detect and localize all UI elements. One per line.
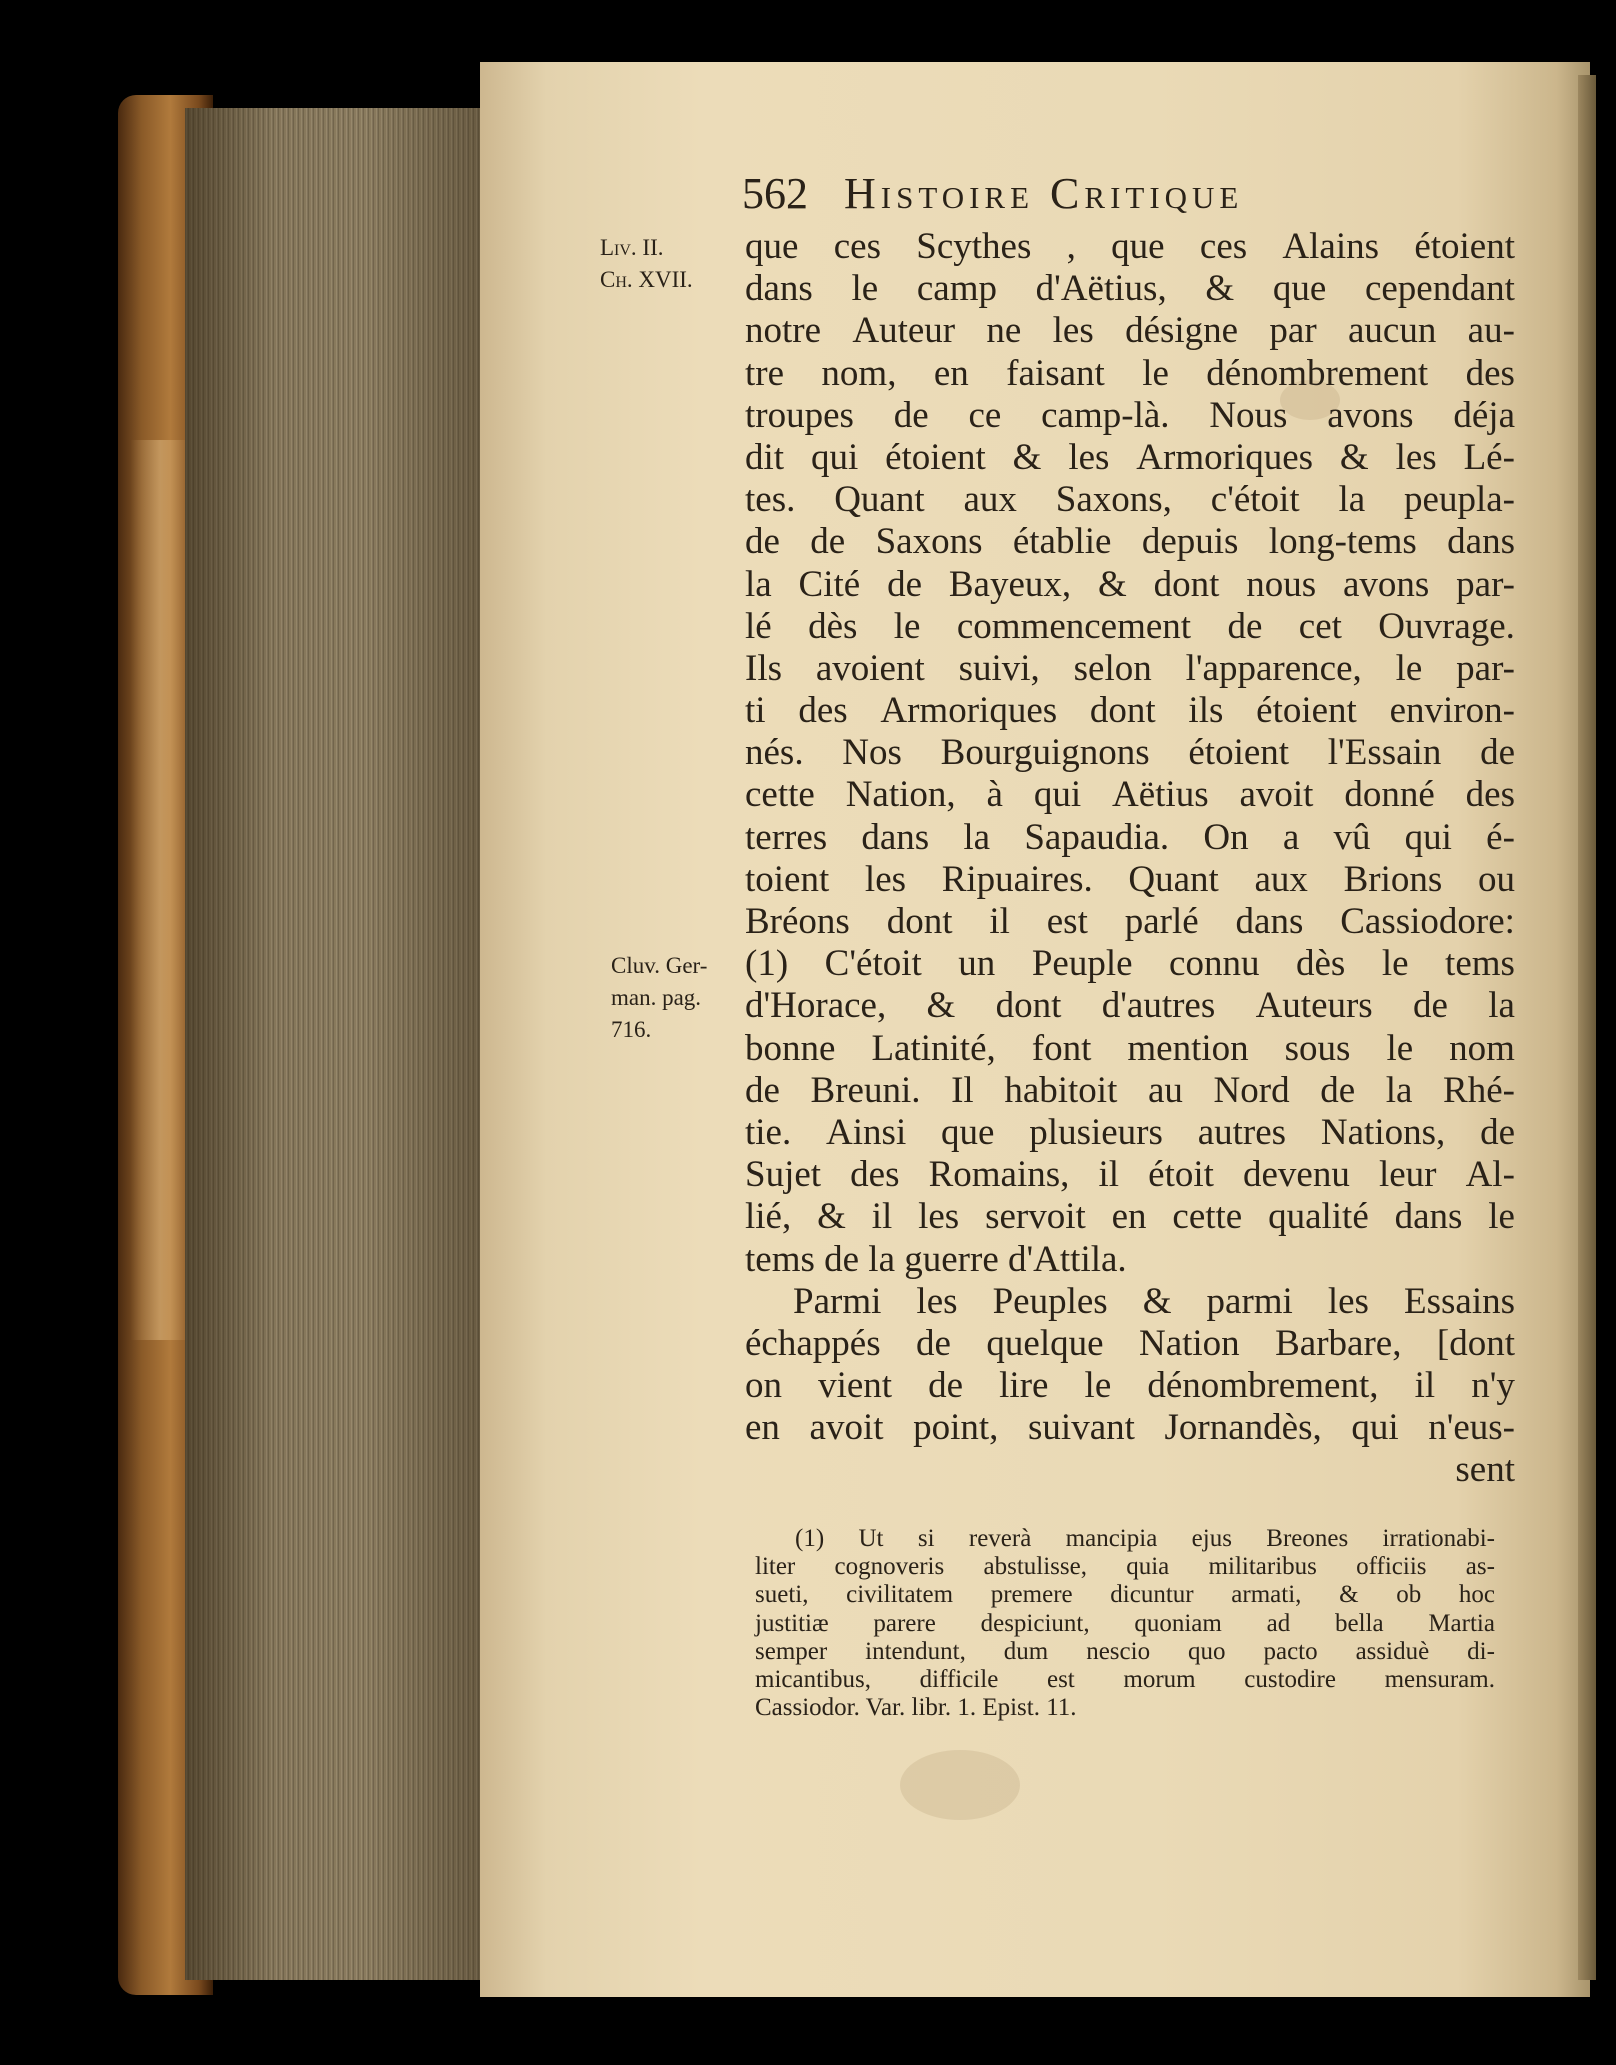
- margin-note-citation: [611, 950, 707, 1046]
- text-line: tems de la guerre d'Attila.: [745, 1238, 1127, 1280]
- text-line: bonne Latinité, font mention sous le nom: [745, 1027, 1515, 1069]
- paper-stain: [900, 1750, 1020, 1820]
- margin-note-line: 716.: [611, 1017, 652, 1042]
- footnote-line: Cassiodor. Var. libr. 1. Epist. 11.: [755, 1694, 1077, 1722]
- text-line: dit qui étoient & les Armoriques & les Lé-: [745, 436, 1515, 478]
- margin-note-line: Liv. II.: [600, 235, 664, 260]
- text-line: lé dès le commencement de cet Ouvrage.: [745, 605, 1515, 647]
- text-line: que ces Scythes , que ces Alains étoient: [745, 226, 1515, 267]
- text-line: dans le camp d'Aëtius, & que cependant: [745, 268, 1515, 310]
- text-line: en avoit point, suivant Jornandès, qui n'eus-: [745, 1407, 1515, 1449]
- margin-note-line: Cluv. Ger-: [611, 953, 708, 978]
- margin-note-line: man. pag.: [611, 985, 702, 1010]
- running-title: Histoire Critique: [844, 169, 1244, 218]
- text-line: échappés de quelque Nation Barbare, [dont: [745, 1322, 1515, 1364]
- text-line: Ils avoient suivi, selon l'apparence, le par-: [745, 647, 1515, 689]
- footnote-line: sueti, civilitatem premere dicuntur armati, & ob hoc: [755, 1581, 1495, 1609]
- footnote-line: (1) Ut si reverà mancipia ejus Breones irrationabi-: [795, 1525, 1495, 1552]
- margin-note-chapter: [600, 232, 693, 296]
- text-line: tes. Quant aux Saxons, c'étoit la peupla-: [745, 479, 1515, 521]
- text-line: terres dans la Sapaudia. On a vû qui é-: [745, 816, 1515, 858]
- text-line: cette Nation, à qui Aëtius avoit donné des: [745, 774, 1515, 816]
- page-number: 562: [742, 169, 808, 218]
- footnote-line: justitiæ parere despiciunt, quoniam ad bella Martia: [755, 1609, 1495, 1637]
- text-line: Sujet des Romains, il étoit devenu leur Al-: [745, 1154, 1515, 1196]
- text-line: de Breuni. Il habitoit au Nord de la Rhé-: [745, 1069, 1515, 1111]
- footnote-line: liter cognoveris abstulisse, quia militaribus officiis as-: [755, 1553, 1495, 1581]
- footnote: [755, 1525, 1495, 1722]
- text-line: d'Horace, & dont d'autres Auteurs de la: [745, 985, 1515, 1027]
- text-line: lié, & il les servoit en cette qualité dans le: [745, 1196, 1515, 1238]
- text-line: tre nom, en faisant le dénombrement des: [745, 352, 1515, 394]
- text-line: ti des Armoriques dont ils étoient environ-: [745, 690, 1515, 732]
- page-header: [742, 168, 1402, 224]
- text-line: Bréons dont il est parlé dans Cassiodore:: [745, 901, 1515, 942]
- footnote-line: micantibus, difficile est morum custodire mensuram.: [755, 1665, 1495, 1693]
- text-line: sent: [1455, 1449, 1515, 1491]
- text-line: troupes de ce camp-là. Nous avons déja: [745, 394, 1515, 436]
- text-line: nés. Nos Bourguignons étoient l'Essain de: [745, 732, 1515, 774]
- footnote-line: semper intendunt, dum nescio quo pacto assiduè di-: [755, 1637, 1495, 1665]
- page-gutter: [1578, 75, 1596, 1980]
- cover-highlight: [130, 440, 190, 1340]
- text-line: Parmi les Peuples & parmi les Essains: [793, 1280, 1515, 1322]
- margin-note-line: Ch. XVII.: [600, 267, 693, 292]
- text-line: on vient de lire le dénombrement, il n'y: [745, 1365, 1515, 1407]
- main-text: [745, 226, 1515, 1492]
- text-line: (1) C'étoit un Peuple connu dès le tems: [745, 943, 1515, 985]
- page-block-shade: [185, 108, 485, 1980]
- text-line: de de Saxons établie depuis long-tems dans: [745, 521, 1515, 563]
- text-line: toient les Ripuaires. Quant aux Brions ou: [745, 858, 1515, 900]
- text-line: notre Auteur ne les désigne par aucun au-: [745, 310, 1515, 352]
- text-line: tie. Ainsi que plusieurs autres Nations, de: [745, 1111, 1515, 1153]
- text-line: la Cité de Bayeux, & dont nous avons par-: [745, 563, 1515, 605]
